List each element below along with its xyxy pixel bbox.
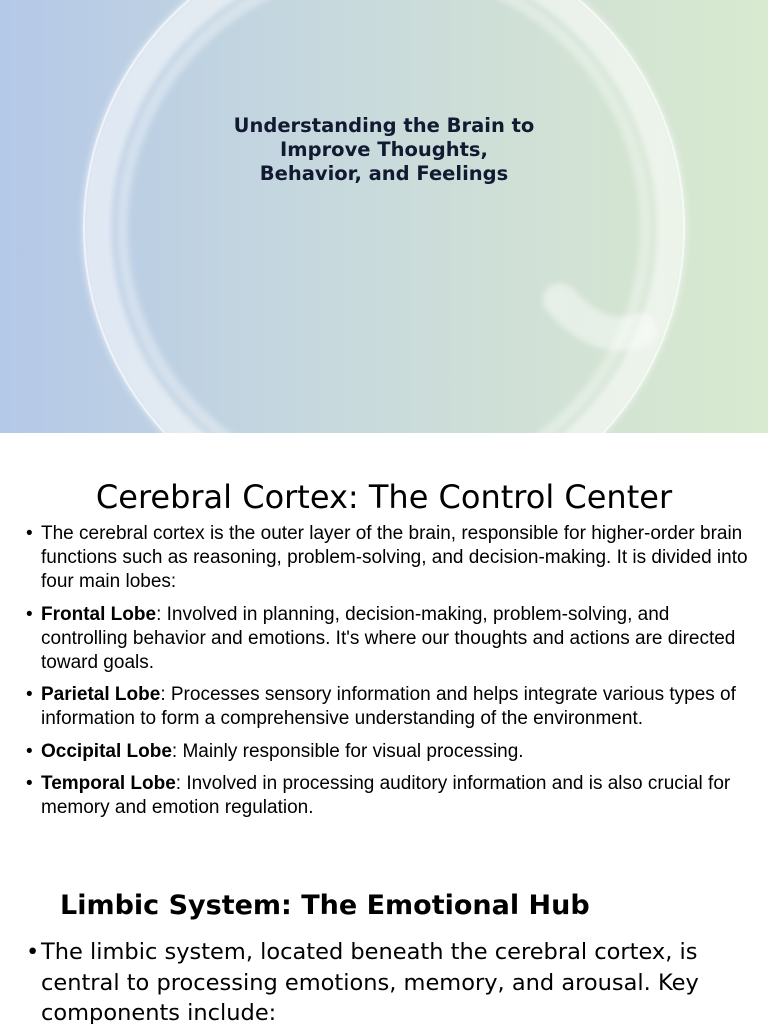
list-item-temporal-lobe [26, 772, 756, 820]
lobe-description: : Mainly responsible for visual processing. [171, 740, 524, 762]
title-slide-heading [184, 114, 584, 186]
list-item-frontal-lobe [26, 603, 756, 676]
glass-ring-decoration [0, 0, 768, 433]
bullet-icon: • [26, 740, 33, 762]
title-line-1: Understanding the Brain to [233, 114, 535, 137]
bullet-icon: • [26, 523, 33, 544]
cerebral-cortex-slide [0, 433, 768, 869]
list-item-intro [26, 937, 756, 1024]
title-line-2: Improve Thoughts, [280, 138, 488, 161]
limbic-system-slide [0, 869, 768, 1024]
lobe-name: Temporal Lobe [41, 772, 176, 794]
cerebral-cortex-title: Cerebral Cortex: The Control Center [95, 478, 673, 516]
lobe-description: : Involved in processing auditory information and is also crucial for memory and emotion regulation. [41, 772, 731, 819]
bullet-icon: • [26, 939, 40, 965]
lobe-name: Parietal Lobe [41, 684, 161, 706]
title-slide [0, 0, 768, 433]
lobe-description: : Involved in planning, decision-making, problem-solving, and controlling behavior and emotions. It's where our thoughts and actions are directed toward goals. [41, 603, 736, 674]
lobe-name: Frontal Lobe [41, 603, 157, 625]
limbic-system-title: Limbic System: The Emotional Hub [60, 890, 590, 921]
limbic-system-bullet-list [26, 937, 756, 1024]
intro-text: The limbic system, located beneath the cerebral cortex, is central to processing emotions, memory, and arousal. Key components include: [41, 939, 699, 1024]
list-item-parietal-lobe [26, 683, 756, 731]
intro-text: The cerebral cortex is the outer layer of the brain, responsible for higher-order brain functions such as reasoning, problem-solving, and decision-making. It is divided into four main lobes: [41, 523, 748, 593]
bullet-icon: • [26, 684, 33, 706]
list-item-occipital-lobe [26, 740, 756, 764]
lobe-name: Occipital Lobe [41, 740, 172, 762]
list-item-intro [26, 522, 756, 595]
lobe-description: : Processes sensory information and helps integrate various types of information to form a comprehensive understanding of the environment. [41, 684, 736, 730]
bullet-icon: • [26, 603, 33, 625]
title-line-3: Behavior, and Feelings [259, 162, 509, 185]
cerebral-cortex-bullet-list [26, 522, 756, 828]
bullet-icon: • [26, 772, 33, 794]
